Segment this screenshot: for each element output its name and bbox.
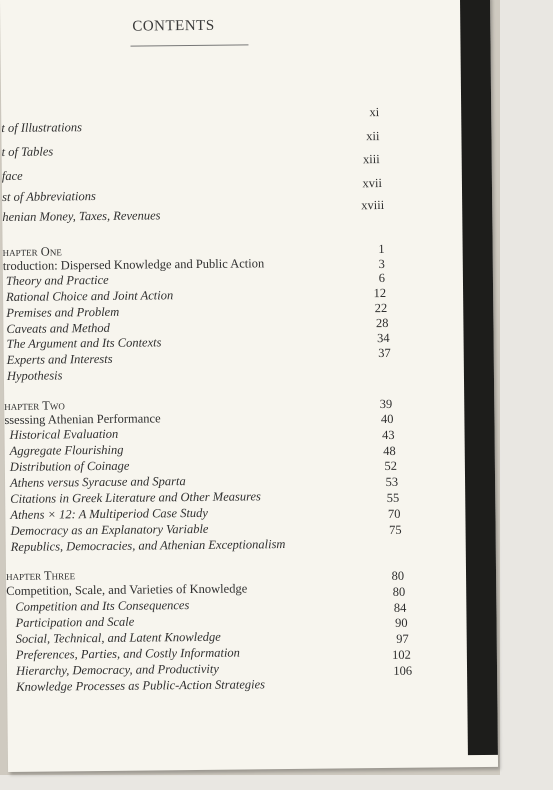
toc-entry-theory: Theory and Practice [5,272,109,288]
toc-entry-caveats: Caveats and Method [6,320,110,336]
toc-page-athens-syracuse: 52 [384,458,397,473]
toc-entry-knowledge-processes: Knowledge Processes as Public-Action Strategies [16,677,266,694]
toc-entry-coinage: Distribution of Coinage [9,458,130,474]
toc-entry-experts: Experts and Interests [6,351,113,367]
toc-entry-competition: Competition and Its Consequences [15,598,190,614]
toc-page-theory: 3 [378,256,385,272]
toc-entry-rational-choice: Rational Choice and Joint Action [6,288,174,304]
toc-entry-citations: Citations in Greek Literature and Other Measures [10,489,261,506]
toc-entry-tables: t of Tables [1,144,54,159]
toc-page-competition: 80 [392,584,406,599]
toc-entry-athens-syracuse: Athens versus Syracuse and Sparta [9,474,186,490]
title-rule [130,44,248,46]
toc-page-abbreviations: xvii [362,176,383,191]
toc-page-aggregate: 43 [382,427,395,443]
toc-entry-abbreviations: st of Abbreviations [1,189,96,204]
toc-entry-historical: Historical Evaluation [9,426,119,442]
chapter-two-title: ssessing Athenian Performance [4,411,161,427]
toc-entry-aggregate: Aggregate Flourishing [9,442,124,458]
toc-entry-democracy-variable: Democracy as an Explanatory Variable [10,521,209,538]
toc-page-preface: xiii [362,152,380,167]
page-title: CONTENTS [132,17,215,35]
toc-entry-preface: face [1,168,23,183]
toc-page-preferences: 97 [396,631,409,646]
toc-entry-multiperiod: Athens × 12: A Multiperiod Case Study [10,505,209,522]
chapter-three-title: Competition, Scale, and Varieties of Knowledge [6,581,248,598]
toc-page-hierarchy: 102 [392,647,411,662]
toc-page-tables: xii [366,129,380,144]
chapter-one-page: 1 [378,241,385,257]
toc-page-caveats: 22 [374,300,388,316]
toc-entry-illustrations: t of Illustrations [1,120,82,135]
chapter-three-page: 80 [391,568,405,583]
toc-page-money: xviii [361,197,385,213]
chapter-two-heading: hapter Two [4,398,65,413]
toc-entry-social-knowledge: Social, Technical, and Latent Knowledge [15,629,221,646]
toc-page-illustrations: xi [369,105,380,120]
toc-entry-money: henian Money, Taxes, Revenues [2,208,161,224]
toc-page-multiperiod: 55 [386,490,400,505]
toc-page-coinage: 48 [383,443,396,459]
toc-page-knowledge-processes: 106 [393,663,413,678]
chapter-one-heading: hapter One [2,244,62,259]
chapter-one-title: troduction: Dispersed Knowledge and Public Action [2,256,265,273]
toc-entry-participation: Participation and Scale [15,614,135,630]
toc-page-social-knowledge: 90 [394,615,408,630]
chapter-two-page: 39 [379,396,393,412]
chapter-three-heading: hapter Three [5,568,76,583]
toc-entry-preferences: Preferences, Parties, and Costly Information [15,645,240,662]
toc-page-historical: 40 [380,411,394,427]
toc-page-participation: 84 [393,600,407,615]
toc-entry-hypothesis: Hypothesis [6,368,63,383]
toc-page-rational-choice: 6 [378,270,386,286]
toc-entry-premises: Premises and Problem [6,304,120,320]
toc-entry-republics: Republics, Democracies, and Athenian Exceptionalism [10,537,286,554]
toc-page-premises: 12 [373,285,387,301]
toc-page-democracy-variable: 70 [387,506,401,521]
toc-page-hypothesis: 37 [378,345,391,361]
toc-page-argument: 28 [375,315,389,331]
toc-page-experts: 34 [376,330,390,346]
toc-page-republics: 75 [388,522,402,537]
toc-page-citations: 53 [385,474,399,489]
toc-entry-argument: The Argument and Its Contexts [6,335,162,351]
toc-entry-hierarchy: Hierarchy, Democracy, and Productivity [15,661,219,678]
